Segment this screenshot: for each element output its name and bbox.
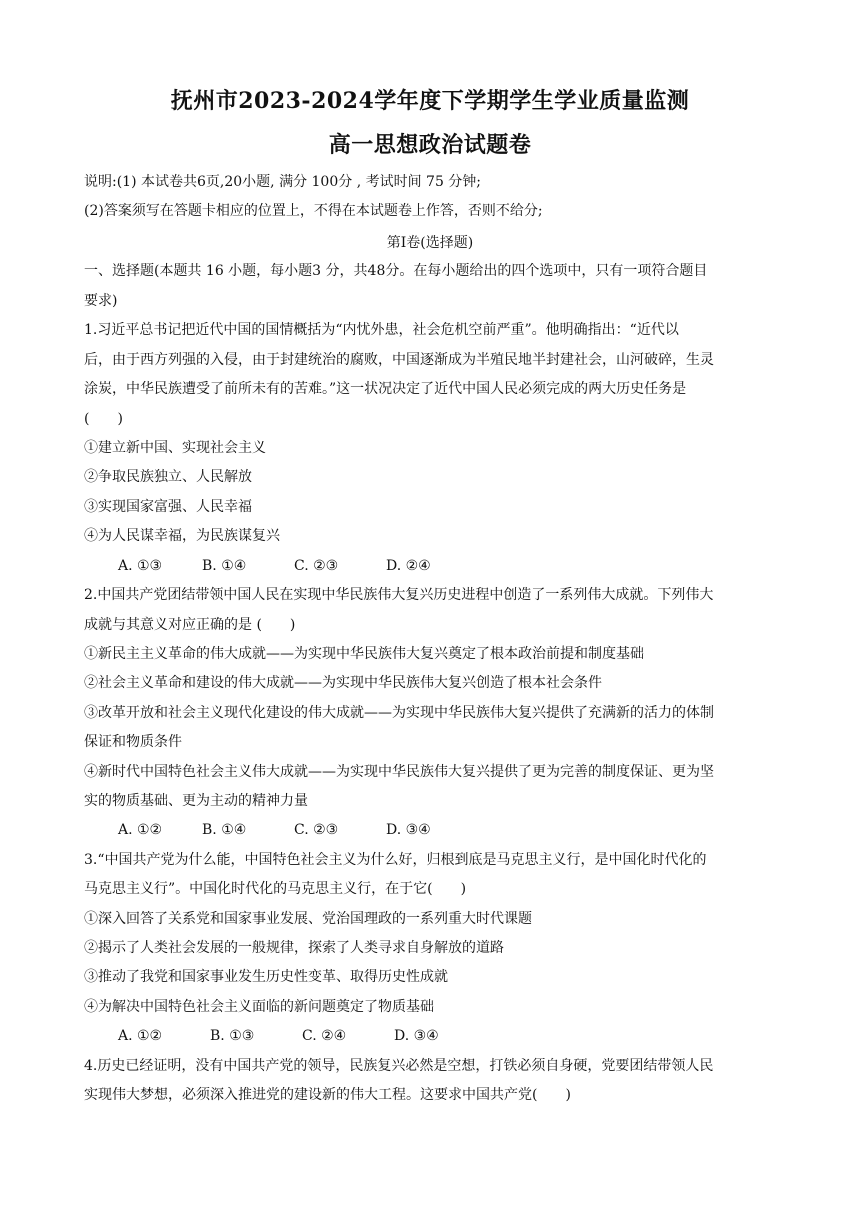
question-1-stem: 1.习近平总书记把近代中国的国情概括为“内忧外患，社会危机空前严重”。他明确指出：“近代以: [84, 322, 679, 338]
question-3-item: ②揭示了人类社会发展的一般规律，探索了人类寻求自身解放的道路: [84, 940, 504, 956]
question-3-stem: 马克思主义行”。中国化时代化的马克思主义行，在于它( ): [84, 881, 467, 897]
question-1-blank: ( ): [84, 411, 123, 427]
question-3-item: ③推动了我党和国家事业发生历史性变革、取得历史性成就: [84, 969, 448, 985]
option-b[interactable]: B. ①④: [202, 558, 247, 574]
instruction-line-1: 说明:(1) 本试卷共6页,20小题, 满分 100分 , 考试时间 75 分钟;: [84, 174, 482, 190]
question-2-options: [118, 820, 431, 840]
instruction-line-2: (2)答案须写在答题卡相应的位置上，不得在本试题卷上作答，否则不给分;: [84, 203, 543, 219]
option-c[interactable]: C. ②③: [294, 822, 339, 838]
question-1-item: ①建立新中国、实现社会主义: [84, 440, 266, 456]
option-c[interactable]: C. ②③: [294, 558, 339, 574]
question-1-options: [118, 556, 431, 576]
question-3-item: ④为解决中国特色社会主义面临的新问题奠定了物质基础: [84, 999, 434, 1015]
option-a[interactable]: A. ①②: [118, 822, 163, 838]
question-2-stem: 2.中国共产党团结带领中国人民在实现中华民族伟大复兴历史进程中创造了一系列伟大成就。下列伟大: [84, 587, 714, 603]
question-1-item: ③实现国家富强、人民幸福: [84, 499, 252, 515]
option-d[interactable]: D. ②④: [386, 558, 431, 574]
option-d[interactable]: D. ③④: [394, 1028, 439, 1044]
section-description: 要求): [84, 293, 118, 309]
option-b[interactable]: B. ①④: [202, 822, 247, 838]
question-1-item: ②争取民族独立、人民解放: [84, 469, 252, 485]
question-1-stem: 涂炭，中华民族遭受了前所未有的苦难。”这一状况决定了近代中国人民必须完成的两大历史任务是: [84, 381, 687, 397]
question-1-item: ④为人民谋幸福，为民族谋复兴: [84, 528, 280, 544]
option-b[interactable]: B. ①③: [210, 1028, 255, 1044]
exam-title: 抚州市2023-2024学年度下学期学生学业质量监测: [170, 88, 690, 114]
question-2-item: 保证和物质条件: [84, 734, 182, 750]
option-a[interactable]: A. ①②: [118, 1028, 163, 1044]
section-description: 一、选择题(本题共 16 小题，每小题3 分，共48分。在每小题给出的四个选项中，只有一项符合题目: [84, 263, 708, 279]
question-4-stem: 实现伟大梦想，必须深入推进党的建设新的伟大工程。这要求中国共产党( ): [84, 1087, 571, 1103]
question-2-stem: 成就与其意义对应正确的是 ( ): [84, 617, 296, 633]
section-title: 第Ⅰ卷(选择题): [386, 235, 474, 251]
question-2-item: ②社会主义革命和建设的伟大成就——为实现中华民族伟大复兴创造了根本社会条件: [84, 675, 602, 691]
option-a[interactable]: A. ①③: [118, 558, 163, 574]
exam-subtitle: 高一思想政治试题卷: [328, 132, 532, 158]
question-4-stem: 4.历史已经证明，没有中国共产党的领导，民族复兴必然是空想，打铁必须自身硬，党要团结带领人民: [84, 1058, 714, 1074]
question-3-stem: 3.“中国共产党为什么能，中国特色社会主义为什么好，归根到底是马克思主义行，是中国化时代化的: [84, 852, 707, 868]
question-3-item: ①深入回答了关系党和国家事业发展、党治国理政的一系列重大时代课题: [84, 911, 532, 927]
question-2-item: ③改革开放和社会主义现代化建设的伟大成就——为实现中华民族伟大复兴提供了充满新的活力的体制: [84, 705, 714, 721]
question-2-item: 实的物质基础、更为主动的精神力量: [84, 793, 308, 809]
question-3-options: [118, 1026, 439, 1046]
question-2-item: ①新民主主义革命的伟大成就——为实现中华民族伟大复兴奠定了根本政治前提和制度基础: [84, 646, 644, 662]
question-2-item: ④新时代中国特色社会主义伟大成就——为实现中华民族伟大复兴提供了更为完善的制度保证、更为坚: [84, 764, 714, 780]
question-1-stem: 后，由于西方列强的入侵，由于封建统治的腐败，中国逐渐成为半殖民地半封建社会，山河破碎，生灵: [84, 352, 714, 368]
option-c[interactable]: C. ②④: [302, 1028, 347, 1044]
option-d[interactable]: D. ③④: [386, 822, 431, 838]
